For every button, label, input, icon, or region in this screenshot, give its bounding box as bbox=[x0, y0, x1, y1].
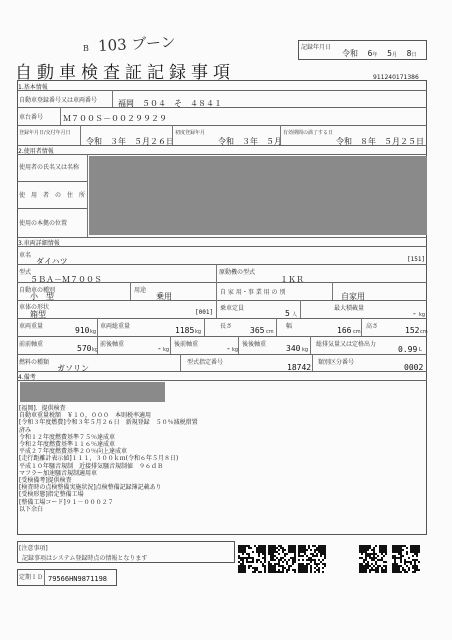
footer-id-value: 79566HN9871198 bbox=[48, 575, 108, 583]
divider bbox=[312, 354, 313, 371]
divider bbox=[130, 282, 131, 300]
divider bbox=[17, 237, 427, 238]
displacement-label: 総排気量又は定格出力 bbox=[316, 341, 377, 348]
model-type-label: 型式 bbox=[19, 269, 32, 276]
max-load-unit: kg bbox=[419, 312, 426, 318]
qr-code-middle bbox=[298, 545, 326, 573]
weight-label: 車両重量 bbox=[19, 323, 44, 330]
rear-axle-value: 340 bbox=[286, 344, 301, 353]
first-registration-value: 令和 ３年 ５月２６日 bbox=[86, 137, 174, 146]
registration-number-value: 福岡 ５０４ そ ４８４１ bbox=[118, 99, 222, 108]
notice-heading: [注意事項] bbox=[19, 545, 48, 552]
notice-text: 記録事項はシステム登録時点の情報となります bbox=[22, 555, 148, 562]
class-number-label: 類別区分番号 bbox=[318, 359, 355, 366]
divider bbox=[216, 300, 217, 318]
divider bbox=[17, 107, 427, 108]
maker-code: [151] bbox=[407, 256, 426, 263]
expiry-label: 有効期間の満了する日 bbox=[283, 130, 334, 136]
purpose-value: 乗用 bbox=[156, 292, 172, 301]
divider bbox=[17, 90, 427, 91]
private-use-label: 自 家 用・事 業 用 の 別 bbox=[220, 289, 286, 296]
width-label: 幅 bbox=[286, 323, 293, 330]
divider bbox=[112, 90, 113, 107]
remark-line: [走行距離計表示値]１１１，３００ｋｍ(令和６年５月８日) bbox=[19, 455, 179, 463]
remark-line: [福岡]．提供検査 bbox=[19, 405, 66, 412]
divider bbox=[17, 318, 427, 319]
designation-number-value: 18742 bbox=[287, 363, 312, 372]
divider bbox=[276, 318, 277, 336]
divider bbox=[17, 300, 427, 301]
divider bbox=[17, 246, 427, 247]
divider bbox=[17, 154, 427, 155]
record-date-value: 令和 6年 5月 8日 bbox=[342, 49, 417, 58]
purpose-label: 用途 bbox=[134, 287, 147, 294]
divider bbox=[97, 336, 98, 354]
divider bbox=[80, 125, 81, 145]
divider bbox=[170, 336, 171, 354]
kg-unit: kg bbox=[92, 347, 99, 353]
fuel-label: 燃料の種類 bbox=[19, 359, 50, 366]
section-vehicle-heading: 3.車両詳細情報 bbox=[18, 240, 60, 247]
user-address-label: 使 用 者 の 住 所 bbox=[19, 192, 86, 199]
vehicle-category-value: 小 型 bbox=[30, 292, 54, 301]
initial-registration-value: 令和 ３年 ５月 bbox=[218, 137, 282, 146]
body-shape-value: 箱型 bbox=[30, 310, 46, 319]
gross-weight-label: 車両総重量 bbox=[100, 323, 131, 330]
divider bbox=[17, 380, 427, 381]
footer-id-label: 定期ＩＤ bbox=[19, 574, 44, 581]
fuel-value: ガソリン bbox=[57, 364, 89, 373]
max-load-value: - bbox=[412, 309, 417, 318]
qr-code-icon bbox=[359, 545, 387, 573]
divider bbox=[17, 264, 427, 265]
remark-line: 自動車重量税額 ￥１０，０００ 本則税率適用 bbox=[19, 412, 152, 420]
divider bbox=[216, 282, 217, 300]
redacted-remark bbox=[20, 382, 165, 402]
qr-code-icon bbox=[392, 545, 420, 573]
remark-line: [受検備考]提供検査 bbox=[19, 477, 72, 485]
qr-code-left bbox=[238, 545, 266, 573]
front-rear-axle-label: 前後軸重 bbox=[100, 341, 125, 348]
rear-front-axle-value: - bbox=[226, 344, 231, 353]
divider bbox=[204, 318, 205, 336]
divider bbox=[17, 371, 427, 372]
divider bbox=[300, 300, 301, 318]
expiry-value: 令和 ８年 ５月２５日 bbox=[336, 137, 424, 146]
first-registration-label: 登録年月日/交付年月日 bbox=[19, 130, 71, 136]
height-label: 高さ bbox=[366, 323, 379, 330]
cm-unit: cm bbox=[353, 329, 361, 335]
front-rear-axle-value: - bbox=[157, 344, 162, 353]
remark-line: 以下余白 bbox=[19, 505, 44, 513]
kg-unit: kg bbox=[90, 329, 97, 335]
qr-code-right bbox=[359, 545, 387, 573]
handwritten-letter: B bbox=[83, 44, 89, 53]
divider bbox=[17, 181, 87, 182]
qr-code-icon bbox=[238, 545, 266, 573]
chassis-number-value: Ｍ７００Ｓ－００２９９２９ bbox=[63, 114, 167, 123]
remark-line: 平成１０年騒音規制 近接排気騒音規制値 ９６ｄＢ bbox=[19, 462, 164, 470]
remarks-list bbox=[19, 405, 319, 513]
remark-line: マフラー加速騒音規制適用車 bbox=[19, 469, 98, 477]
divider bbox=[17, 145, 427, 146]
document-number: 911240171386 bbox=[373, 74, 419, 81]
kg-unit: kg bbox=[163, 347, 170, 353]
gross-weight-value: 1185 bbox=[175, 326, 195, 335]
rear-axle-label: 後後軸重 bbox=[242, 341, 267, 348]
initial-registration-label: 初度登録年月 bbox=[175, 130, 206, 136]
cm-unit: cm bbox=[266, 329, 274, 335]
divider bbox=[361, 318, 362, 336]
divider bbox=[238, 336, 239, 354]
weight-value: 910 bbox=[75, 326, 90, 335]
vehicle-category-label: 自動車の種別 bbox=[19, 287, 56, 294]
remark-line: [令和３年度燃費]令和３年５月２６日 新規登録 ５０％減税措置 bbox=[19, 419, 198, 427]
front-axle-value: 570 bbox=[77, 344, 92, 353]
page-title: 自動車検査証記録事項 bbox=[15, 63, 235, 83]
handwritten-vehicle-note: 103 ブーン bbox=[97, 32, 177, 56]
qr-code-icon bbox=[268, 545, 296, 573]
capacity-label: 乗車定員 bbox=[220, 305, 245, 312]
divider bbox=[17, 125, 427, 126]
divider bbox=[17, 208, 87, 209]
section-user-heading: 2.使用者情報 bbox=[18, 148, 54, 155]
remark-line: [受検形態]指定整備工場 bbox=[19, 491, 84, 499]
maker-label: 車名 bbox=[19, 252, 32, 259]
user-name-label: 使用者の氏名又は名称 bbox=[19, 164, 80, 171]
capacity-unit: 人 bbox=[292, 312, 298, 318]
private-use-value: 自家用 bbox=[341, 292, 365, 301]
designation-number-label: 型式指定番号 bbox=[187, 359, 224, 366]
kg-unit: kg bbox=[195, 329, 202, 335]
record-date-label: 記録年月日 bbox=[301, 44, 332, 51]
divider bbox=[332, 282, 333, 300]
rear-front-axle-label: 後前軸重 bbox=[174, 341, 199, 348]
qr-code-right-2 bbox=[392, 545, 420, 573]
remark-line: 済み bbox=[19, 426, 32, 434]
body-shape-code: [001] bbox=[195, 309, 214, 316]
divider bbox=[17, 354, 427, 355]
maker-value: ダイハツ bbox=[36, 257, 68, 266]
engine-type-value: １ＫＲ bbox=[280, 275, 304, 284]
front-axle-label: 前前軸重 bbox=[19, 341, 44, 348]
chassis-number-label: 車台番号 bbox=[19, 114, 44, 121]
divider bbox=[17, 336, 427, 337]
divider bbox=[172, 125, 173, 145]
cm-unit: cm bbox=[420, 329, 428, 335]
displacement-unit: L bbox=[419, 347, 422, 353]
remark-line: 令和１２年度燃費基準７５％達成車 bbox=[19, 433, 116, 441]
section-remarks-heading: 4.備考 bbox=[18, 374, 36, 381]
class-number-value: 0002 bbox=[404, 363, 424, 372]
divider bbox=[60, 107, 61, 125]
displacement-value: 0.99 bbox=[398, 345, 418, 354]
divider bbox=[310, 336, 311, 354]
model-type-value: ５ＢＡ－Ｍ７００Ｓ bbox=[30, 275, 102, 284]
base-location-label: 使用の本拠の位置 bbox=[19, 220, 68, 227]
registration-number-label: 自動車登録番号又は車両番号 bbox=[19, 97, 98, 104]
kg-unit: kg bbox=[232, 347, 239, 353]
divider bbox=[17, 282, 427, 283]
divider bbox=[180, 354, 181, 371]
divider bbox=[280, 125, 281, 145]
capacity-value: 5 bbox=[285, 309, 290, 318]
length-label: 長さ bbox=[220, 323, 233, 330]
remark-line: [整備工場コード]９１－０００２７ bbox=[19, 498, 114, 506]
remark-line: [検査時の点検整備実施状況]点検整備記録簿記載あり bbox=[19, 484, 162, 492]
divider bbox=[97, 318, 98, 336]
section-basic-heading: 1.基本情報 bbox=[18, 84, 48, 91]
qr-code-icon bbox=[298, 545, 326, 573]
redacted-user-info bbox=[89, 156, 427, 235]
kg-unit: kg bbox=[302, 347, 309, 353]
max-load-label: 最大積載量 bbox=[334, 305, 365, 312]
divider bbox=[44, 569, 45, 586]
divider bbox=[216, 264, 217, 282]
remark-line: 令和２年度燃費基準１１６％達成車 bbox=[19, 441, 116, 449]
length-value: 365 bbox=[250, 326, 265, 335]
width-value: 166 bbox=[337, 326, 352, 335]
qr-code-left-2 bbox=[268, 545, 296, 573]
body-shape-label: 車体の形状 bbox=[19, 304, 50, 311]
engine-type-label: 原動機の型式 bbox=[219, 269, 256, 276]
divider bbox=[87, 154, 88, 237]
remark-line: 平成２７年度燃費基準２０％向上達成車 bbox=[19, 448, 128, 456]
height-value: 152 bbox=[405, 326, 420, 335]
